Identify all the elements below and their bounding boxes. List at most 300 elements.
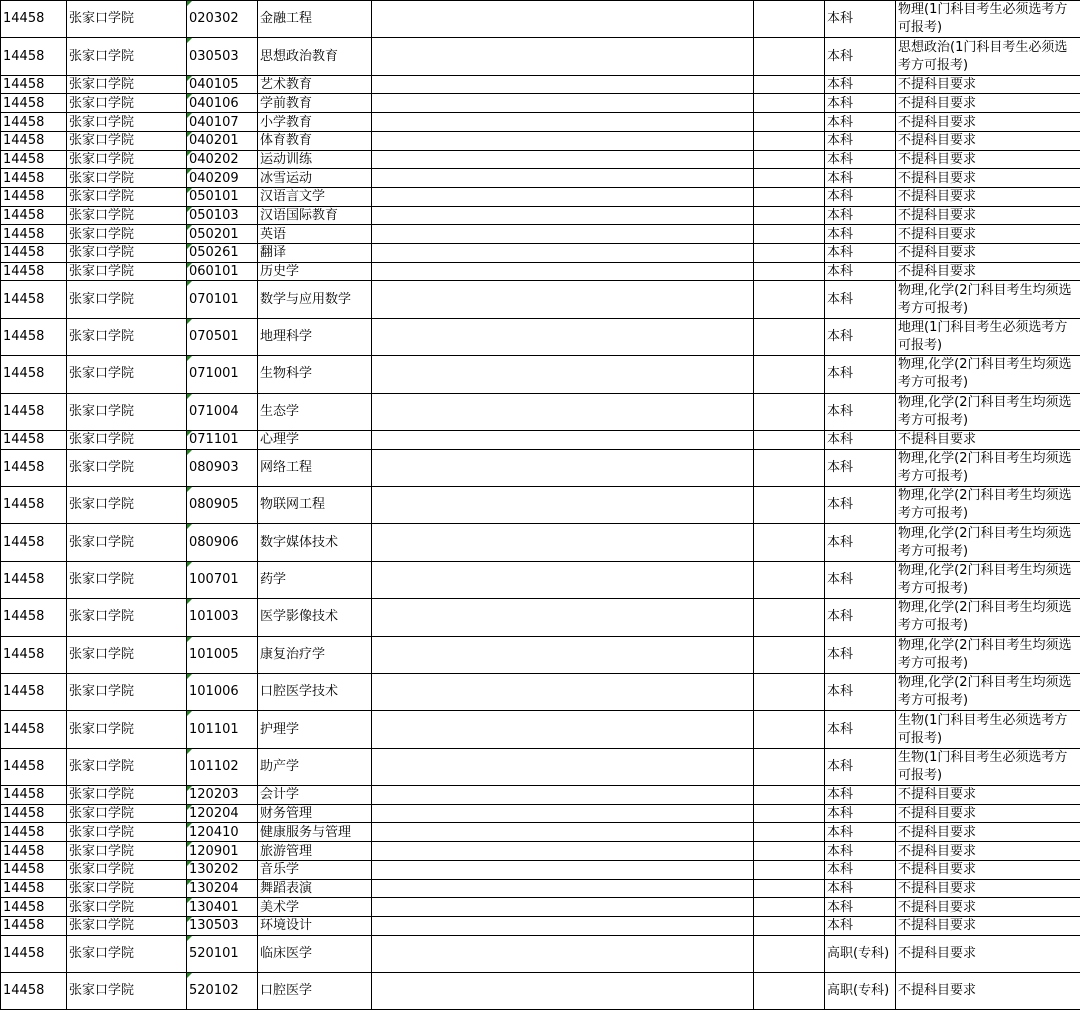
empty-cell	[372, 243, 754, 262]
table-body	[1, 1, 1080, 1010]
table-row	[1, 898, 1080, 917]
table-row	[1, 711, 1080, 748]
major-code-cell: 120204	[187, 804, 258, 823]
empty-cell	[372, 318, 754, 355]
empty-cell	[754, 673, 825, 710]
level-cell: 本科	[825, 356, 896, 393]
empty-cell	[754, 225, 825, 244]
empty-cell	[754, 187, 825, 206]
empty-cell	[372, 449, 754, 486]
empty-cell	[754, 935, 825, 972]
table-row	[1, 1, 1080, 38]
school-id-cell: 14458	[1, 94, 67, 113]
major-name-cell: 助产学	[258, 748, 372, 785]
empty-cell	[754, 318, 825, 355]
major-name-cell: 生态学	[258, 393, 372, 430]
subject-requirement-cell: 不提科目要求	[896, 823, 1080, 842]
subject-requirement-cell: 不提科目要求	[896, 935, 1080, 972]
table-row	[1, 916, 1080, 935]
table-row	[1, 786, 1080, 805]
level-cell: 本科	[825, 169, 896, 188]
table-row	[1, 449, 1080, 486]
major-code-cell: 050103	[187, 206, 258, 225]
school-name-cell: 张家口学院	[67, 898, 187, 917]
major-name-cell: 地理科学	[258, 318, 372, 355]
table-row	[1, 673, 1080, 710]
school-name-cell: 张家口学院	[67, 430, 187, 449]
level-cell: 高职(专科)	[825, 973, 896, 1010]
major-name-cell: 思想政治教育	[258, 38, 372, 75]
school-name-cell: 张家口学院	[67, 131, 187, 150]
major-name-cell: 口腔医学	[258, 973, 372, 1010]
major-code-cell: 040202	[187, 150, 258, 169]
major-code-cell: 080906	[187, 524, 258, 561]
school-name-cell: 张家口学院	[67, 748, 187, 785]
empty-cell	[754, 842, 825, 861]
table-row	[1, 748, 1080, 785]
level-cell: 高职(专科)	[825, 935, 896, 972]
major-name-cell: 美术学	[258, 898, 372, 917]
level-cell: 本科	[825, 430, 896, 449]
school-id-cell: 14458	[1, 561, 67, 598]
level-cell: 本科	[825, 393, 896, 430]
major-code-cell: 120410	[187, 823, 258, 842]
major-code-cell: 071001	[187, 356, 258, 393]
subject-requirement-cell: 思想政治(1门科目考生必须选考方可报考)	[896, 38, 1080, 75]
school-name-cell: 张家口学院	[67, 842, 187, 861]
subject-requirement-cell: 物理(1门科目考生必须选考方可报考)	[896, 1, 1080, 38]
school-name-cell: 张家口学院	[67, 206, 187, 225]
major-name-cell: 运动训练	[258, 150, 372, 169]
subject-requirement-cell: 物理,化学(2门科目考生均须选考方可报考)	[896, 599, 1080, 636]
subject-requirement-cell: 不提科目要求	[896, 206, 1080, 225]
school-name-cell: 张家口学院	[67, 823, 187, 842]
empty-cell	[754, 804, 825, 823]
table-row	[1, 169, 1080, 188]
school-id-cell: 14458	[1, 711, 67, 748]
empty-cell	[754, 636, 825, 673]
school-name-cell: 张家口学院	[67, 94, 187, 113]
school-id-cell: 14458	[1, 916, 67, 935]
major-code-cell: 050261	[187, 243, 258, 262]
empty-cell	[372, 225, 754, 244]
school-id-cell: 14458	[1, 150, 67, 169]
level-cell: 本科	[825, 131, 896, 150]
empty-cell	[372, 786, 754, 805]
empty-cell	[754, 711, 825, 748]
subject-requirement-cell: 不提科目要求	[896, 842, 1080, 861]
subject-requirement-cell: 物理,化学(2门科目考生均须选考方可报考)	[896, 524, 1080, 561]
major-code-cell: 040105	[187, 75, 258, 94]
empty-cell	[754, 916, 825, 935]
major-code-cell: 070501	[187, 318, 258, 355]
level-cell: 本科	[825, 786, 896, 805]
empty-cell	[372, 113, 754, 132]
empty-cell	[372, 38, 754, 75]
empty-cell	[754, 823, 825, 842]
subject-requirement-cell: 不提科目要求	[896, 94, 1080, 113]
empty-cell	[754, 75, 825, 94]
subject-requirement-cell: 生物(1门科目考生必须选考方可报考)	[896, 711, 1080, 748]
major-name-cell: 临床医学	[258, 935, 372, 972]
table-row	[1, 281, 1080, 318]
school-name-cell: 张家口学院	[67, 711, 187, 748]
school-name-cell: 张家口学院	[67, 860, 187, 879]
level-cell: 本科	[825, 38, 896, 75]
empty-cell	[372, 804, 754, 823]
empty-cell	[372, 393, 754, 430]
school-name-cell: 张家口学院	[67, 281, 187, 318]
subject-requirement-cell: 地理(1门科目考生必须选考方可报考)	[896, 318, 1080, 355]
school-id-cell: 14458	[1, 599, 67, 636]
subject-requirement-cell: 物理,化学(2门科目考生均须选考方可报考)	[896, 486, 1080, 523]
subject-requirement-cell: 不提科目要求	[896, 430, 1080, 449]
level-cell: 本科	[825, 804, 896, 823]
level-cell: 本科	[825, 879, 896, 898]
subject-requirement-cell: 不提科目要求	[896, 75, 1080, 94]
major-code-cell: 100701	[187, 561, 258, 598]
empty-cell	[754, 206, 825, 225]
major-name-cell: 环境设计	[258, 916, 372, 935]
school-id-cell: 14458	[1, 169, 67, 188]
empty-cell	[754, 748, 825, 785]
major-code-cell: 101101	[187, 711, 258, 748]
school-id-cell: 14458	[1, 842, 67, 861]
level-cell: 本科	[825, 113, 896, 132]
major-code-cell: 040106	[187, 94, 258, 113]
level-cell: 本科	[825, 75, 896, 94]
table-row	[1, 225, 1080, 244]
table-row	[1, 879, 1080, 898]
empty-cell	[754, 262, 825, 281]
major-code-cell: 080905	[187, 486, 258, 523]
school-id-cell: 14458	[1, 75, 67, 94]
level-cell: 本科	[825, 711, 896, 748]
school-name-cell: 张家口学院	[67, 561, 187, 598]
level-cell: 本科	[825, 898, 896, 917]
table-row	[1, 262, 1080, 281]
major-name-cell: 小学教育	[258, 113, 372, 132]
school-id-cell: 14458	[1, 318, 67, 355]
empty-cell	[372, 430, 754, 449]
empty-cell	[372, 973, 754, 1010]
major-code-cell: 071101	[187, 430, 258, 449]
subject-requirement-cell: 不提科目要求	[896, 225, 1080, 244]
major-code-cell: 130503	[187, 916, 258, 935]
table-row	[1, 75, 1080, 94]
table-row	[1, 636, 1080, 673]
empty-cell	[372, 561, 754, 598]
subject-requirement-cell: 不提科目要求	[896, 262, 1080, 281]
empty-cell	[754, 113, 825, 132]
table-row	[1, 860, 1080, 879]
subject-requirement-cell: 物理,化学(2门科目考生均须选考方可报考)	[896, 636, 1080, 673]
empty-cell	[754, 599, 825, 636]
major-code-cell: 071004	[187, 393, 258, 430]
school-id-cell: 14458	[1, 131, 67, 150]
empty-cell	[372, 187, 754, 206]
subject-requirement-cell: 生物(1门科目考生必须选考方可报考)	[896, 748, 1080, 785]
subject-requirement-cell: 物理,化学(2门科目考生均须选考方可报考)	[896, 673, 1080, 710]
school-id-cell: 14458	[1, 879, 67, 898]
subject-requirement-cell: 不提科目要求	[896, 860, 1080, 879]
school-name-cell: 张家口学院	[67, 113, 187, 132]
major-code-cell: 101005	[187, 636, 258, 673]
major-name-cell: 财务管理	[258, 804, 372, 823]
empty-cell	[372, 636, 754, 673]
empty-cell	[372, 748, 754, 785]
empty-cell	[372, 673, 754, 710]
major-name-cell: 历史学	[258, 262, 372, 281]
major-name-cell: 金融工程	[258, 1, 372, 38]
empty-cell	[372, 935, 754, 972]
empty-cell	[372, 206, 754, 225]
major-code-cell: 050101	[187, 187, 258, 206]
empty-cell	[372, 711, 754, 748]
empty-cell	[754, 356, 825, 393]
major-code-cell: 070101	[187, 281, 258, 318]
major-name-cell: 汉语国际教育	[258, 206, 372, 225]
level-cell: 本科	[825, 206, 896, 225]
empty-cell	[372, 486, 754, 523]
empty-cell	[372, 75, 754, 94]
table-row	[1, 524, 1080, 561]
table-row	[1, 935, 1080, 972]
major-name-cell: 英语	[258, 225, 372, 244]
major-name-cell: 冰雪运动	[258, 169, 372, 188]
major-name-cell: 汉语言文学	[258, 187, 372, 206]
subject-requirement-cell: 不提科目要求	[896, 187, 1080, 206]
table-row	[1, 486, 1080, 523]
major-name-cell: 医学影像技术	[258, 599, 372, 636]
school-id-cell: 14458	[1, 393, 67, 430]
subject-requirement-cell: 不提科目要求	[896, 786, 1080, 805]
school-id-cell: 14458	[1, 225, 67, 244]
major-name-cell: 音乐学	[258, 860, 372, 879]
school-name-cell: 张家口学院	[67, 75, 187, 94]
empty-cell	[372, 281, 754, 318]
major-code-cell: 120901	[187, 842, 258, 861]
table-row	[1, 94, 1080, 113]
level-cell: 本科	[825, 243, 896, 262]
empty-cell	[372, 94, 754, 113]
subject-requirement-cell: 物理,化学(2门科目考生均须选考方可报考)	[896, 393, 1080, 430]
table-row	[1, 356, 1080, 393]
major-code-cell: 060101	[187, 262, 258, 281]
major-code-cell: 120203	[187, 786, 258, 805]
school-name-cell: 张家口学院	[67, 187, 187, 206]
empty-cell	[754, 1, 825, 38]
school-name-cell: 张家口学院	[67, 879, 187, 898]
empty-cell	[754, 243, 825, 262]
school-name-cell: 张家口学院	[67, 449, 187, 486]
level-cell: 本科	[825, 150, 896, 169]
empty-cell	[372, 1, 754, 38]
subject-requirement-cell: 不提科目要求	[896, 973, 1080, 1010]
school-id-cell: 14458	[1, 206, 67, 225]
school-name-cell: 张家口学院	[67, 673, 187, 710]
level-cell: 本科	[825, 561, 896, 598]
major-code-cell: 080903	[187, 449, 258, 486]
subject-requirement-cell: 物理,化学(2门科目考生均须选考方可报考)	[896, 561, 1080, 598]
school-id-cell: 14458	[1, 673, 67, 710]
school-name-cell: 张家口学院	[67, 636, 187, 673]
empty-cell	[754, 449, 825, 486]
major-name-cell: 舞蹈表演	[258, 879, 372, 898]
empty-cell	[372, 262, 754, 281]
major-name-cell: 健康服务与管理	[258, 823, 372, 842]
empty-cell	[754, 281, 825, 318]
school-id-cell: 14458	[1, 38, 67, 75]
major-name-cell: 药学	[258, 561, 372, 598]
table-row	[1, 393, 1080, 430]
table-row	[1, 823, 1080, 842]
empty-cell	[754, 131, 825, 150]
school-id-cell: 14458	[1, 748, 67, 785]
level-cell: 本科	[825, 842, 896, 861]
school-name-cell: 张家口学院	[67, 262, 187, 281]
school-id-cell: 14458	[1, 636, 67, 673]
school-id-cell: 14458	[1, 786, 67, 805]
major-name-cell: 数字媒体技术	[258, 524, 372, 561]
subject-requirement-cell: 物理,化学(2门科目考生均须选考方可报考)	[896, 281, 1080, 318]
level-cell: 本科	[825, 486, 896, 523]
empty-cell	[754, 561, 825, 598]
subject-requirement-cell: 不提科目要求	[896, 131, 1080, 150]
major-code-cell: 040201	[187, 131, 258, 150]
major-name-cell: 口腔医学技术	[258, 673, 372, 710]
table-row	[1, 973, 1080, 1010]
empty-cell	[372, 599, 754, 636]
school-name-cell: 张家口学院	[67, 150, 187, 169]
major-name-cell: 数学与应用数学	[258, 281, 372, 318]
empty-cell	[372, 823, 754, 842]
major-code-cell: 101003	[187, 599, 258, 636]
school-name-cell: 张家口学院	[67, 393, 187, 430]
major-code-cell: 040107	[187, 113, 258, 132]
subject-requirement-cell: 不提科目要求	[896, 169, 1080, 188]
major-name-cell: 艺术教育	[258, 75, 372, 94]
school-id-cell: 14458	[1, 1, 67, 38]
subject-requirement-cell: 不提科目要求	[896, 916, 1080, 935]
empty-cell	[754, 786, 825, 805]
level-cell: 本科	[825, 524, 896, 561]
table-row	[1, 243, 1080, 262]
table-row	[1, 599, 1080, 636]
level-cell: 本科	[825, 449, 896, 486]
empty-cell	[372, 898, 754, 917]
school-id-cell: 14458	[1, 486, 67, 523]
subject-requirement-cell: 不提科目要求	[896, 804, 1080, 823]
school-name-cell: 张家口学院	[67, 973, 187, 1010]
level-cell: 本科	[825, 599, 896, 636]
school-id-cell: 14458	[1, 804, 67, 823]
level-cell: 本科	[825, 860, 896, 879]
major-code-cell: 030503	[187, 38, 258, 75]
subject-requirement-cell: 不提科目要求	[896, 879, 1080, 898]
empty-cell	[754, 94, 825, 113]
level-cell: 本科	[825, 1, 896, 38]
major-code-cell: 130202	[187, 860, 258, 879]
major-name-cell: 体育教育	[258, 131, 372, 150]
major-code-cell: 130204	[187, 879, 258, 898]
empty-cell	[754, 393, 825, 430]
major-name-cell: 学前教育	[258, 94, 372, 113]
level-cell: 本科	[825, 262, 896, 281]
empty-cell	[754, 150, 825, 169]
table-row	[1, 804, 1080, 823]
level-cell: 本科	[825, 636, 896, 673]
major-code-cell: 520102	[187, 973, 258, 1010]
subject-requirement-cell: 不提科目要求	[896, 113, 1080, 132]
major-name-cell: 生物科学	[258, 356, 372, 393]
subject-requirement-cell: 物理,化学(2门科目考生均须选考方可报考)	[896, 356, 1080, 393]
school-name-cell: 张家口学院	[67, 804, 187, 823]
level-cell: 本科	[825, 187, 896, 206]
table-row	[1, 38, 1080, 75]
major-name-cell: 物联网工程	[258, 486, 372, 523]
school-name-cell: 张家口学院	[67, 524, 187, 561]
table-row	[1, 150, 1080, 169]
school-id-cell: 14458	[1, 935, 67, 972]
empty-cell	[754, 38, 825, 75]
major-name-cell: 护理学	[258, 711, 372, 748]
school-name-cell: 张家口学院	[67, 225, 187, 244]
major-name-cell: 会计学	[258, 786, 372, 805]
school-name-cell: 张家口学院	[67, 916, 187, 935]
table-row	[1, 318, 1080, 355]
empty-cell	[754, 430, 825, 449]
level-cell: 本科	[825, 94, 896, 113]
table-row	[1, 842, 1080, 861]
school-id-cell: 14458	[1, 973, 67, 1010]
empty-cell	[372, 842, 754, 861]
major-name-cell: 心理学	[258, 430, 372, 449]
subject-requirement-cell: 物理,化学(2门科目考生均须选考方可报考)	[896, 449, 1080, 486]
empty-cell	[754, 973, 825, 1010]
major-name-cell: 翻译	[258, 243, 372, 262]
major-code-cell: 050201	[187, 225, 258, 244]
school-id-cell: 14458	[1, 823, 67, 842]
school-id-cell: 14458	[1, 262, 67, 281]
level-cell: 本科	[825, 318, 896, 355]
school-name-cell: 张家口学院	[67, 243, 187, 262]
empty-cell	[372, 916, 754, 935]
school-name-cell: 张家口学院	[67, 1, 187, 38]
major-name-cell: 康复治疗学	[258, 636, 372, 673]
table-row	[1, 561, 1080, 598]
school-name-cell: 张家口学院	[67, 599, 187, 636]
empty-cell	[754, 879, 825, 898]
school-id-cell: 14458	[1, 243, 67, 262]
empty-cell	[754, 898, 825, 917]
school-name-cell: 张家口学院	[67, 318, 187, 355]
empty-cell	[372, 131, 754, 150]
empty-cell	[372, 860, 754, 879]
table-row	[1, 206, 1080, 225]
school-name-cell: 张家口学院	[67, 38, 187, 75]
level-cell: 本科	[825, 225, 896, 244]
school-id-cell: 14458	[1, 113, 67, 132]
major-name-cell: 旅游管理	[258, 842, 372, 861]
level-cell: 本科	[825, 916, 896, 935]
school-id-cell: 14458	[1, 898, 67, 917]
table-row	[1, 187, 1080, 206]
school-id-cell: 14458	[1, 430, 67, 449]
table-row	[1, 430, 1080, 449]
school-name-cell: 张家口学院	[67, 356, 187, 393]
school-id-cell: 14458	[1, 356, 67, 393]
